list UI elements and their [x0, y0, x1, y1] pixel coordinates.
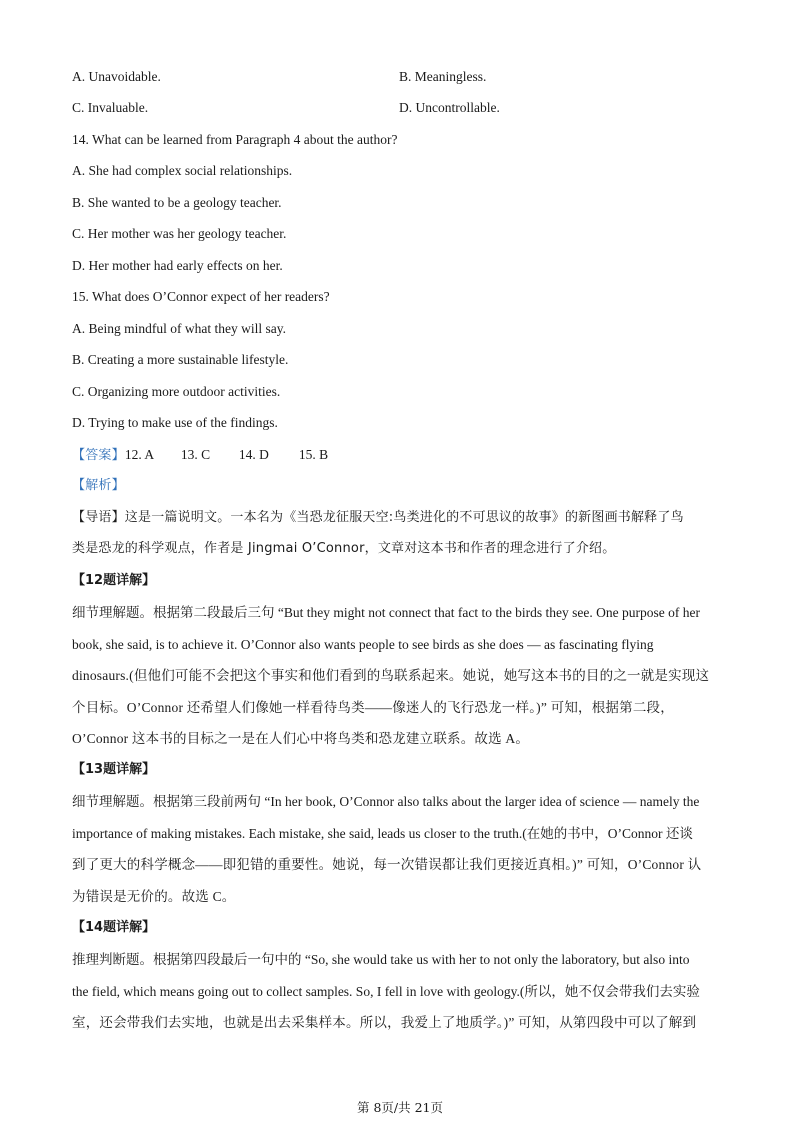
- detail-14-body: [72, 951, 732, 1046]
- answer-line: [72, 446, 328, 465]
- question-14-stem: 14. What can be learned from Paragraph 4 about the author?: [72, 132, 398, 147]
- option-b-q14: B. She wanted to be a geology teacher.: [72, 195, 282, 210]
- option-c-q13: C. Invaluable.: [72, 100, 149, 115]
- guide-line-1: 【导语】这是一篇说明文。一本名为《当恐龙征服天空:鸟类进化的不可思议的故事》的新图画书解释了鸟: [72, 510, 684, 525]
- answer-14: 14. D: [238, 447, 269, 462]
- option-a-q13: A. Unavoidable.: [72, 69, 161, 84]
- detail-12-body: [72, 604, 732, 762]
- detail-13-line: 细节理解题。根据第三段前两句 “In her book, O’Connor also talks about the larger idea of science — namely the: [72, 794, 700, 809]
- option-d-q15: D. Trying to make use of the findings.: [72, 415, 278, 430]
- guide-line-2: 类是恐龙的科学观点，作者是 Jingmai O’Connor，文章对这本书和作者的理念进行了介绍。: [72, 541, 616, 556]
- answer-12: 12. A: [124, 447, 155, 462]
- option-c-q15: C. Organizing more outdoor activities.: [72, 384, 281, 399]
- option-b-q15: B. Creating a more sustainable lifestyle.: [72, 352, 289, 367]
- option-a-q14: A. She had complex social relationships.: [72, 163, 293, 178]
- option-d-q13: D. Uncontrollable.: [399, 100, 500, 115]
- detail-12-line: book, she said, is to achieve it. O’Connor also wants people to see birds as she does — as fascinating flying: [72, 636, 654, 652]
- option-d-q14: D. Her mother had early effects on her.: [72, 258, 283, 273]
- option-a-q15: A. Being mindful of what they will say.: [72, 321, 286, 336]
- detail-12-line: 细节理解题。根据第二段最后三句 “But they might not connect that fact to the birds they see. One purpose of her: [72, 605, 701, 620]
- question-15-stem: 15. What does O’Connor expect of her readers?: [72, 289, 330, 304]
- detail-14-line: the field, which means going out to collect samples. So, I fell in love with geology.(所以，她不仅会带我们去实验: [72, 983, 700, 999]
- detail-12-heading: 【12题详解】: [72, 573, 156, 588]
- detail-13-body: [72, 793, 732, 919]
- answer-13: 13. C: [180, 447, 211, 462]
- detail-14-line: 室，还会带我们去实地，也就是出去采集样本。所以，我爱上了地质学。)” 可知，从第四段中可以了解到: [72, 1015, 697, 1030]
- detail-13-line: importance of making mistakes. Each mistake, she said, leads us closer to the truth.(在她的书中，O’Connor 还谈: [72, 825, 693, 841]
- page-number-footer: 第 8页/共 21页: [356, 1100, 444, 1115]
- detail-12-line: O’Connor 这本书的目标之一是在人们心中将鸟类和恐龙建立联系。故选 A。: [72, 731, 530, 746]
- detail-14-line: 推理判断题。根据第四段最后一句中的 “So, she would take us with her to not only the laboratory, but also into: [72, 952, 690, 967]
- detail-12-line: dinosaurs.(但他们可能不会把这个事实和他们看到的鸟联系起来。她说，她写这本书的目的之一就是实现这: [72, 668, 710, 683]
- option-c-q14: C. Her mother was her geology teacher.: [72, 226, 287, 241]
- answer-tag: 【答案】: [72, 448, 125, 463]
- detail-12-line: 个目标。O’Connor 还希望人们像她一样看待鸟类——像迷人的飞行恐龙一样。)” 可知，根据第二段，: [72, 699, 674, 715]
- answer-15: 15. B: [298, 447, 329, 462]
- detail-13-line: 到了更大的科学概念——即犯错的重要性。她说，每一次错误都让我们更接近真相。)” 可知，O’Connor 认: [72, 857, 702, 872]
- detail-13-heading: 【13题详解】: [72, 762, 156, 777]
- analysis-tag: 【解析】: [72, 478, 125, 493]
- detail-14-heading: 【14题详解】: [72, 920, 156, 935]
- option-b-q13: B. Meaningless.: [399, 69, 487, 84]
- detail-13-line: 为错误是无价的。故选 C。: [72, 888, 236, 904]
